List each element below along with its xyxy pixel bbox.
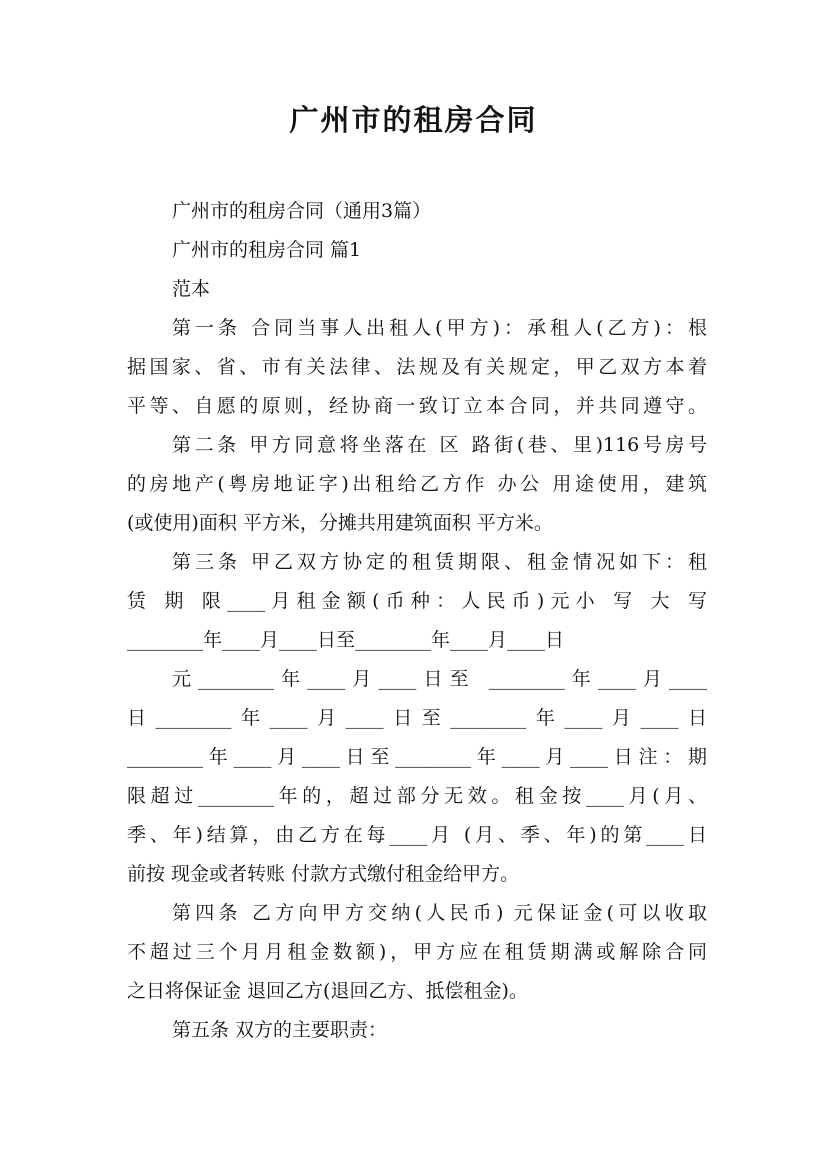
text-line: 第五条 双方的主要职责：: [172, 1019, 388, 1041]
text-line: ________年____月____日至________年____月____日注：期: [127, 746, 707, 768]
text-line: (或使用)面积 平方米，分摊共用建筑面积 平方米。: [127, 512, 553, 534]
text-line: 广州市的租房合同（通用3篇）: [172, 200, 432, 222]
text-line: 第一条 合同当事人出租人(甲方)：承租人(乙方)：根: [172, 317, 707, 339]
text-line: 第二条 甲方同意将坐落在 区 路街(巷、里)116号房号: [172, 434, 707, 456]
text-line: 前按 现金或者转账 付款方式缴付租金给甲方。: [127, 863, 520, 885]
text-line: 广州市的租房合同 篇1: [172, 239, 362, 261]
text-line: 的房地产(粤房地证字)出租给乙方作 办公 用途使用，建筑: [127, 473, 707, 495]
text-line: 限超过________年的，超过部分无效。租金按____月(月、: [127, 785, 707, 807]
text-line: 第三条 甲乙双方协定的租赁期限、租金情况如下：租: [172, 551, 707, 573]
text-line: 范本: [172, 278, 211, 300]
text-line: 据国家、省、市有关法律、法规及有关规定，甲乙双方本着: [127, 356, 707, 378]
text-line: 平等、自愿的原则，经协商一致订立本合同，并共同遵守。: [127, 395, 707, 417]
text-line: 第四条 乙方向甲方交纳(人民币) 元保证金(可以收取: [172, 902, 707, 924]
text-line: 元________年____月____日至 ________年____月____: [172, 668, 707, 690]
text-line: 日________年____月____日至________年____月____日: [127, 707, 707, 729]
text-line: 不超过三个月月租金数额)，甲方应在租赁期满或解除合同: [127, 941, 707, 963]
text-line: 季、年)结算，由乙方在每____月 (月、季、年)的第____日: [127, 824, 707, 846]
text-line: ________年____月____日至________年____月____日: [127, 629, 565, 651]
document-title: 广州市的租房合同: [289, 103, 538, 137]
text-line: 之日将保证金 退回乙方(退回乙方、抵偿租金)。: [127, 980, 528, 1002]
text-line: 赁 期 限____月租金额(币种：人民币)元小 写 大 写: [127, 590, 707, 612]
